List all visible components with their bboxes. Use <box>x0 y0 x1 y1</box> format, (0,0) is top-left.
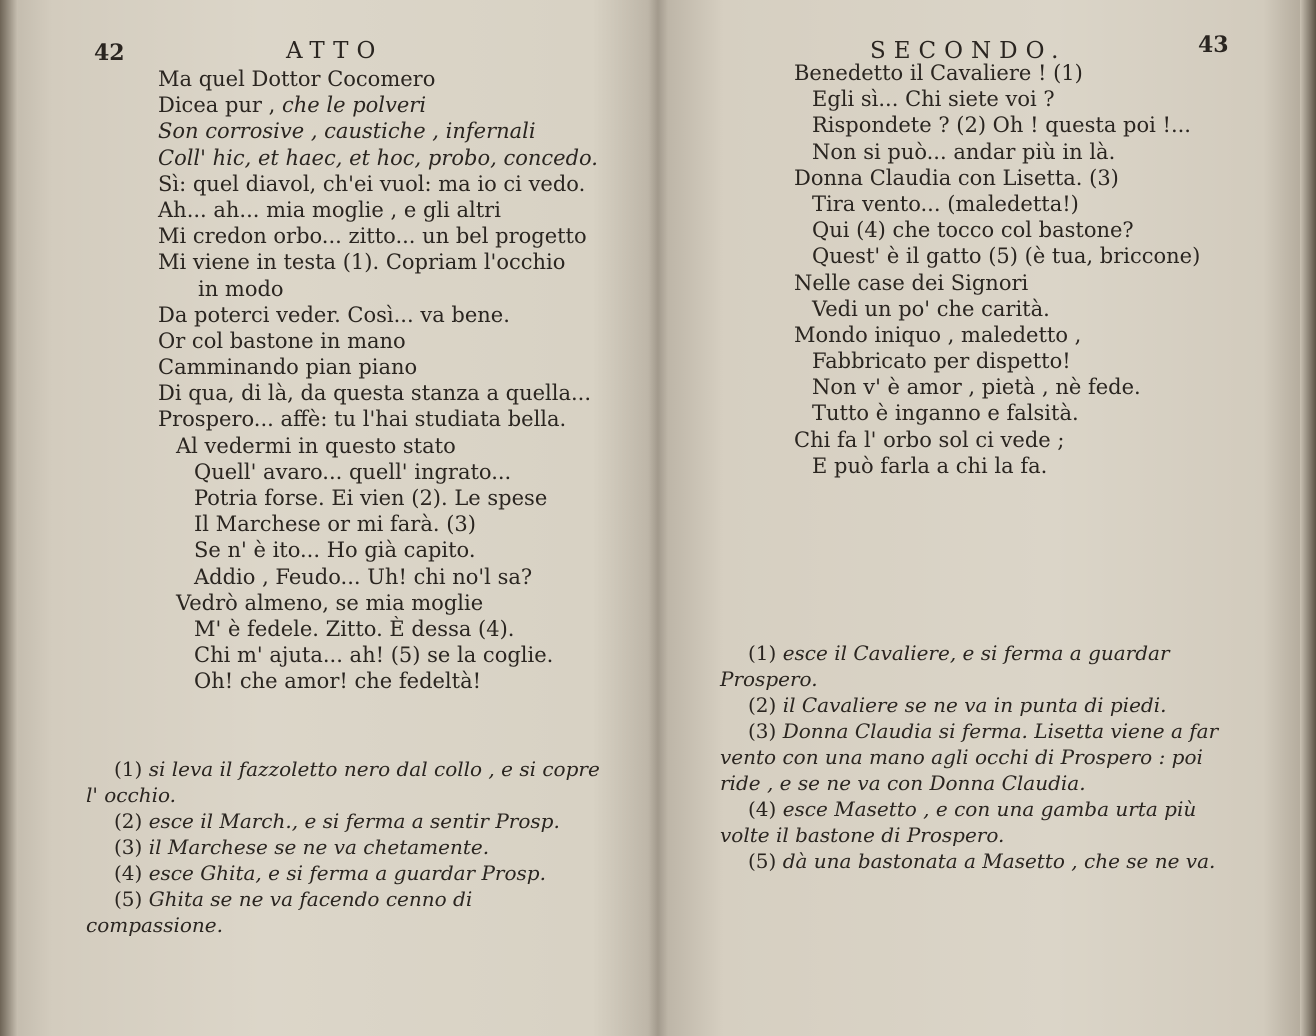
verse-line: in modo <box>198 276 284 301</box>
page-stack-right <box>1300 0 1316 1036</box>
right-page <box>668 0 1300 1036</box>
verse-line: Or col bastone in mano <box>158 328 406 353</box>
verse-line: Ah... ah... mia moglie , e gli altri <box>158 197 501 222</box>
verse-line: Camminando pian piano <box>158 355 418 380</box>
verse-line: Benedetto il Cavaliere ! (1) <box>794 61 1083 85</box>
page-number: 43 <box>1198 32 1229 58</box>
verse-line: Egli sì... Chi siete voi ? <box>812 87 1055 112</box>
verse-line: Vedi un po' che carità. <box>812 296 1050 321</box>
verse-line: Qui (4) che tocco col bastone? <box>812 218 1134 243</box>
page-stack-left <box>0 0 18 1036</box>
verse-line: Potria forse. Ei vien (2). Le spese <box>194 486 548 510</box>
page-header: ATTO <box>286 38 384 64</box>
page-header: SECONDO. <box>870 38 1067 64</box>
footnote: (3) Donna Claudia si ferma. Lisetta viene a far vento con una mano agli occhi di Prospero : poi ride , e se ne va con Donna Claudia. <box>720 719 1219 795</box>
verse-line: Chi fa l' orbo sol ci vede ; <box>794 427 1065 452</box>
verse-line: Tira vento... (maledetta!) <box>812 191 1079 216</box>
footnote: (5) dà una bastonata a Masetto , che se ne va. <box>748 849 1216 873</box>
verse-line: Di qua, di là, da questa stanza a quella... <box>158 381 592 406</box>
verse-line: Nelle case dei Signori <box>794 270 1029 295</box>
verse-line: Non si può... andar più in là. <box>812 139 1116 164</box>
verse-line: Il Marchese or mi farà. (3) <box>194 512 476 537</box>
footnote: (2) il Cavaliere se ne va in punta di piedi. <box>748 693 1167 717</box>
verse-line: Coll' hic, et haec, et hoc, probo, concedo. <box>158 145 598 170</box>
footnotes <box>720 640 1240 874</box>
verse-line: Se n' è ito... Ho già capito. <box>194 538 476 563</box>
verse-line: Non v' è amor , pietà , nè fede. <box>812 375 1141 400</box>
verse-line: Rispondete ? (2) Oh ! questa poi !... <box>812 113 1191 138</box>
verse-line: Quell' avaro... quell' ingrato... <box>194 459 512 484</box>
verse-line: Ma quel Dottor Cocomero <box>158 67 436 91</box>
page-number: 42 <box>94 40 125 66</box>
verse-line: Sì: quel diavol, ch'ei vuol: ma io ci vedo. <box>158 171 586 196</box>
verse-line: Chi m' ajuta... ah! (5) se la coglie. <box>194 643 554 668</box>
verse-block <box>794 60 1200 479</box>
verse-line: Donna Claudia con Lisetta. (3) <box>794 165 1119 190</box>
verse-line: M' è fedele. Zitto. È dessa (4). <box>194 616 515 641</box>
verse-line: Dicea pur , che le polveri <box>158 93 427 118</box>
left-page <box>18 0 648 1036</box>
verse-line: E può farla a chi la fa. <box>812 453 1048 478</box>
verse-line: Son corrosive , caustiche , infernali <box>158 119 536 144</box>
verse-line: Da poterci veder. Così... va bene. <box>158 302 510 327</box>
verse-block <box>158 66 598 695</box>
verse-line: Mi viene in testa (1). Copriam l'occhio <box>158 250 566 275</box>
footnote: (4) esce Masetto , e con una gamba urta più volte il bastone di Prospero. <box>720 797 1197 847</box>
footnote: (1) esce il Cavaliere, e si ferma a guardar Prospero. <box>720 641 1170 691</box>
verse-line: Quest' è il gatto (5) (è tua, briccone) <box>812 244 1201 269</box>
verse-line: Vedrò almeno, se mia moglie <box>176 590 484 615</box>
footnote: (1) si leva il fazzoletto nero dal collo , e si copre l' occhio. <box>86 757 600 807</box>
footnote: (4) esce Ghita, e si ferma a guardar Prosp. <box>114 861 546 885</box>
verse-line: Oh! che amor! che fedeltà! <box>194 669 482 694</box>
verse-line: Fabbricato per dispetto! <box>812 349 1071 374</box>
footnote: (3) il Marchese se ne va chetamente. <box>114 835 490 859</box>
verse-line: Addio , Feudo... Uh! chi no'l sa? <box>194 564 533 589</box>
footnote: (5) Ghita se ne va facendo cenno di compassione. <box>86 887 473 937</box>
verse-line: Mondo iniquo , maledetto , <box>794 322 1082 347</box>
book-gutter <box>648 0 668 1036</box>
verse-line: Mi credon orbo... zitto... un bel progetto <box>158 224 587 249</box>
footnotes <box>86 756 606 938</box>
verse-line: Prospero... affè: tu l'hai studiata bella. <box>158 407 567 432</box>
verse-line: Al vedermi in questo stato <box>176 433 456 458</box>
verse-line: Tutto è inganno e falsità. <box>812 401 1079 426</box>
footnote: (2) esce il March., e si ferma a sentir Prosp. <box>114 809 560 833</box>
